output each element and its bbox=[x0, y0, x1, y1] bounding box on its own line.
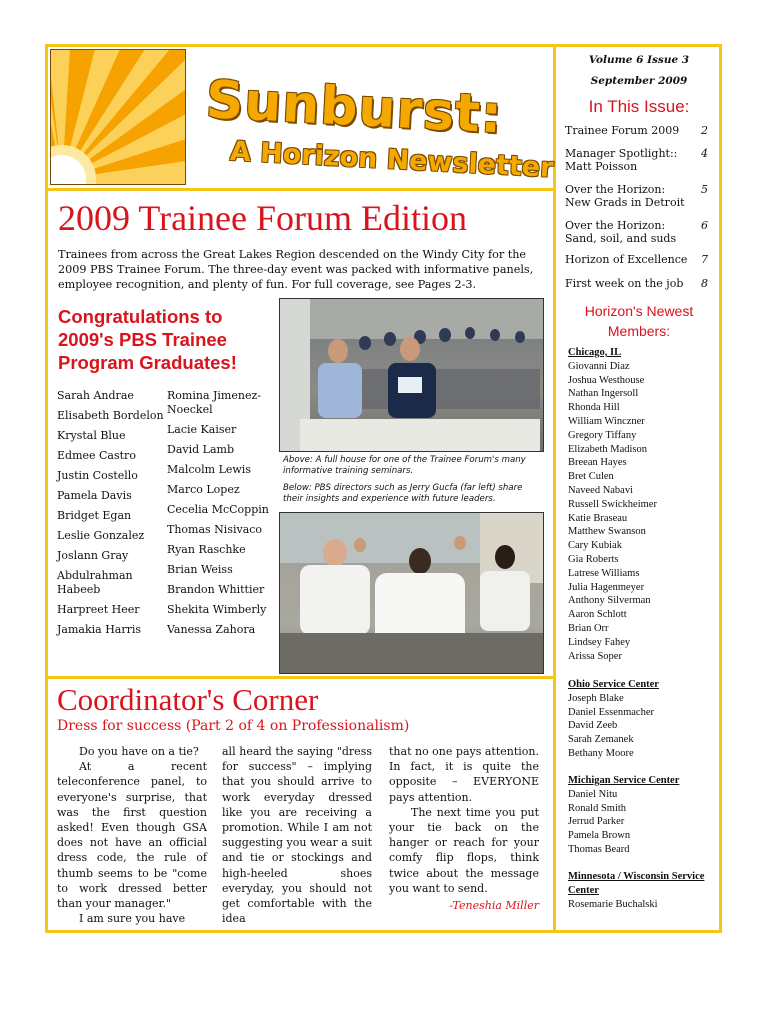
member-name: Katie Braseau bbox=[568, 512, 628, 524]
member-name: Joshua Westhouse bbox=[568, 374, 645, 386]
member-name: Latrese Williams bbox=[568, 567, 640, 579]
graduate-name: Joslann Gray bbox=[57, 549, 129, 562]
toc-item[interactable] bbox=[565, 253, 710, 266]
author-signature: -Teneshia Miller bbox=[449, 899, 539, 913]
graduate-name: Vanessa Zahora bbox=[167, 623, 256, 636]
article-paragraph: At a recent teleconference panel, to everyone's surprise, that was the first question asked! Even though GSA does not have an official dress code, the rule of thumb seems to be "come to work dressed better than your manager." bbox=[57, 760, 207, 911]
graduate-name: Marco Lopez bbox=[167, 483, 240, 496]
article-paragraph: I am sure you have bbox=[79, 912, 186, 926]
member-name: Aaron Schlott bbox=[568, 609, 627, 621]
graduate-name: Malcolm Lewis bbox=[167, 463, 251, 476]
member-name: Giovanni Diaz bbox=[568, 360, 630, 372]
ohio-members bbox=[568, 678, 718, 761]
member-name: Arissa Soper bbox=[568, 650, 622, 662]
masthead-divider bbox=[45, 188, 555, 191]
in-this-issue-heading: In This Issue: bbox=[588, 97, 690, 116]
graduate-name: Romina Jimenez-Noeckel bbox=[167, 389, 261, 416]
directors-photo-illustration bbox=[280, 513, 543, 673]
member-name: David Zeeb bbox=[568, 720, 618, 732]
member-name: Russell Swickheimer bbox=[568, 498, 657, 510]
article-paragraph: that no one pays attention. In fact, it is quite the opposite – EVERYONE pays attention. bbox=[389, 745, 539, 804]
seminar-photo-illustration bbox=[280, 299, 543, 451]
member-name: Lindsey Fahey bbox=[568, 636, 631, 648]
member-name: Nathan Ingersoll bbox=[568, 388, 639, 400]
issue-date: September 2009 bbox=[590, 75, 688, 87]
toc-item-page: 7 bbox=[701, 253, 708, 266]
section-divider bbox=[45, 676, 555, 679]
intro-paragraph: Trainees from across the Great Lakes Region descended on the Windy City for the 2009 PBS Trainee Forum. The three-day event was packed with informative panels, employee recognition, and plenty of fun. For full coverage, see Pages 2-3. bbox=[58, 248, 534, 291]
graduate-name: Bridget Egan bbox=[57, 509, 132, 522]
coordinators-corner-subtitle: Dress for success (Part 2 of 4 on Professionalism) bbox=[57, 718, 410, 734]
member-name: Jerrud Parker bbox=[568, 816, 625, 828]
member-name: William Winczner bbox=[568, 415, 645, 427]
article-paragraph: all heard the saying "dress for success" – implying that you should arrive to work everyday dressed like you are receiving a promotion. While I am not suggesting you wear a suit and tie or stockings and high-heeled shoes everyday, you should not get comfortable with the idea bbox=[222, 745, 372, 926]
toc-item-label: Over the Horizon: Sand, soil, and suds bbox=[565, 219, 677, 245]
newsletter-subtitle: A Horizon Newsletter bbox=[229, 136, 555, 184]
graduates-column-1 bbox=[57, 389, 165, 643]
toc-item-label: Manager Spotlight:: Matt Poisson bbox=[565, 147, 678, 173]
toc-item-label: First week on the job bbox=[565, 277, 684, 290]
article-column-1 bbox=[57, 744, 207, 926]
member-name: Gregory Tiffany bbox=[568, 429, 637, 441]
caption-below: Below: PBS directors such as Jerry Gucfa (far left) share their insights and experience with future leaders. bbox=[283, 483, 523, 504]
center-heading: Minnesota / Wisconsin Service Center bbox=[568, 871, 705, 896]
toc-item[interactable] bbox=[565, 124, 710, 137]
graduate-name: Cecelia McCoppin bbox=[167, 503, 269, 516]
toc-item[interactable] bbox=[565, 183, 710, 209]
article-paragraph: Do you have on a tie? bbox=[79, 745, 199, 758]
member-name: Rosemarie Buchalski bbox=[568, 898, 658, 910]
member-name: Thomas Beard bbox=[568, 843, 630, 855]
graduate-name: Shekita Wimberly bbox=[167, 603, 267, 616]
toc-item-label: Over the Horizon: New Grads in Detroit bbox=[565, 183, 685, 209]
coordinators-corner-title: Coordinator's Corner bbox=[57, 682, 319, 717]
member-name: Anthony Silverman bbox=[568, 595, 651, 607]
graduate-name: David Lamb bbox=[167, 443, 234, 456]
graduate-name: Brian Weiss bbox=[167, 563, 233, 576]
article-column-3 bbox=[389, 744, 539, 913]
article-paragraph: The next time you put your tie back on the hanger or reach for your comfy flip flops, think twice about the message you want to send. bbox=[389, 805, 539, 895]
member-name: Gia Roberts bbox=[568, 553, 619, 565]
congrats-heading: Congratulations to 2009's PBS Trainee Program Graduates! bbox=[58, 306, 237, 373]
graduate-name: Justin Costello bbox=[57, 469, 138, 482]
toc-item-label: Horizon of Excellence bbox=[565, 253, 688, 266]
minnesota-members bbox=[568, 870, 718, 911]
newest-members-heading: Horizon's Newest Members: bbox=[584, 303, 694, 339]
newsletter-title: Sunburst: bbox=[204, 70, 505, 146]
michigan-members bbox=[568, 774, 718, 857]
graduate-name: Krystal Blue bbox=[57, 429, 126, 442]
sidebar-divider bbox=[553, 44, 556, 933]
toc-item-page: 4 bbox=[701, 147, 708, 160]
toc-item-page: 8 bbox=[701, 277, 708, 290]
center-heading: Michigan Service Center bbox=[568, 775, 680, 786]
member-name: Naveed Nabavi bbox=[568, 484, 634, 496]
center-heading: Ohio Service Center bbox=[568, 679, 659, 690]
article-column-2 bbox=[222, 744, 372, 926]
member-name: Elizabeth Madison bbox=[568, 443, 648, 455]
directors-photo bbox=[279, 512, 544, 674]
member-name: Daniel Essenmacher bbox=[568, 706, 655, 718]
member-name: Bethany Moore bbox=[568, 747, 634, 759]
toc-item-page: 6 bbox=[701, 219, 708, 232]
seminar-photo bbox=[279, 298, 544, 452]
graduate-name: Brandon Whittier bbox=[167, 583, 265, 596]
page-headline: 2009 Trainee Forum Edition bbox=[58, 198, 468, 238]
graduate-name: Lacie Kaiser bbox=[167, 423, 237, 436]
caption-above: Above: A full house for one of the Trainee Forum's many informative training seminars. bbox=[283, 455, 526, 476]
graduate-name: Sarah Andrae bbox=[57, 389, 134, 402]
member-name: Breean Hayes bbox=[568, 457, 627, 469]
member-name: Ronald Smith bbox=[568, 802, 627, 814]
member-name: Daniel Nitu bbox=[568, 788, 618, 800]
member-name: Brian Orr bbox=[568, 622, 609, 634]
toc-item[interactable] bbox=[565, 219, 710, 245]
graduate-name: Jamakia Harris bbox=[57, 623, 142, 636]
member-name: Pamela Brown bbox=[568, 830, 631, 842]
sunburst-logo-icon bbox=[50, 49, 186, 185]
member-name: Cary Kubiak bbox=[568, 540, 622, 552]
graduate-name: Elisabeth Bordelon bbox=[57, 409, 164, 422]
center-heading: Chicago, IL bbox=[568, 347, 622, 358]
graduate-name: Leslie Gonzalez bbox=[57, 529, 145, 542]
toc-item[interactable] bbox=[565, 277, 710, 290]
graduate-name: Pamela Davis bbox=[57, 489, 132, 502]
member-name: Bret Culen bbox=[568, 471, 614, 483]
member-name: Rhonda Hill bbox=[568, 402, 620, 414]
graduates-column-2 bbox=[167, 389, 275, 643]
graduate-name: Edmee Castro bbox=[57, 449, 136, 462]
member-name: Julia Hagenmeyer bbox=[568, 581, 645, 593]
toc-item-page: 2 bbox=[701, 124, 708, 137]
member-name: Joseph Blake bbox=[568, 692, 624, 704]
graduate-name: Abdulrahman Habeeb bbox=[57, 569, 133, 596]
graduate-name: Harpreet Heer bbox=[57, 603, 140, 616]
toc-item-page: 5 bbox=[701, 183, 708, 196]
member-name: Matthew Swanson bbox=[568, 526, 646, 538]
toc-item[interactable] bbox=[565, 147, 710, 173]
toc-item-label: Trainee Forum 2009 bbox=[565, 124, 680, 137]
issue-volume: Volume 6 Issue 3 bbox=[588, 54, 690, 66]
chicago-members bbox=[568, 346, 718, 663]
graduate-name: Ryan Raschke bbox=[167, 543, 246, 556]
graduate-name: Thomas Nisivaco bbox=[167, 523, 263, 536]
member-name: Sarah Zemanek bbox=[568, 734, 634, 746]
